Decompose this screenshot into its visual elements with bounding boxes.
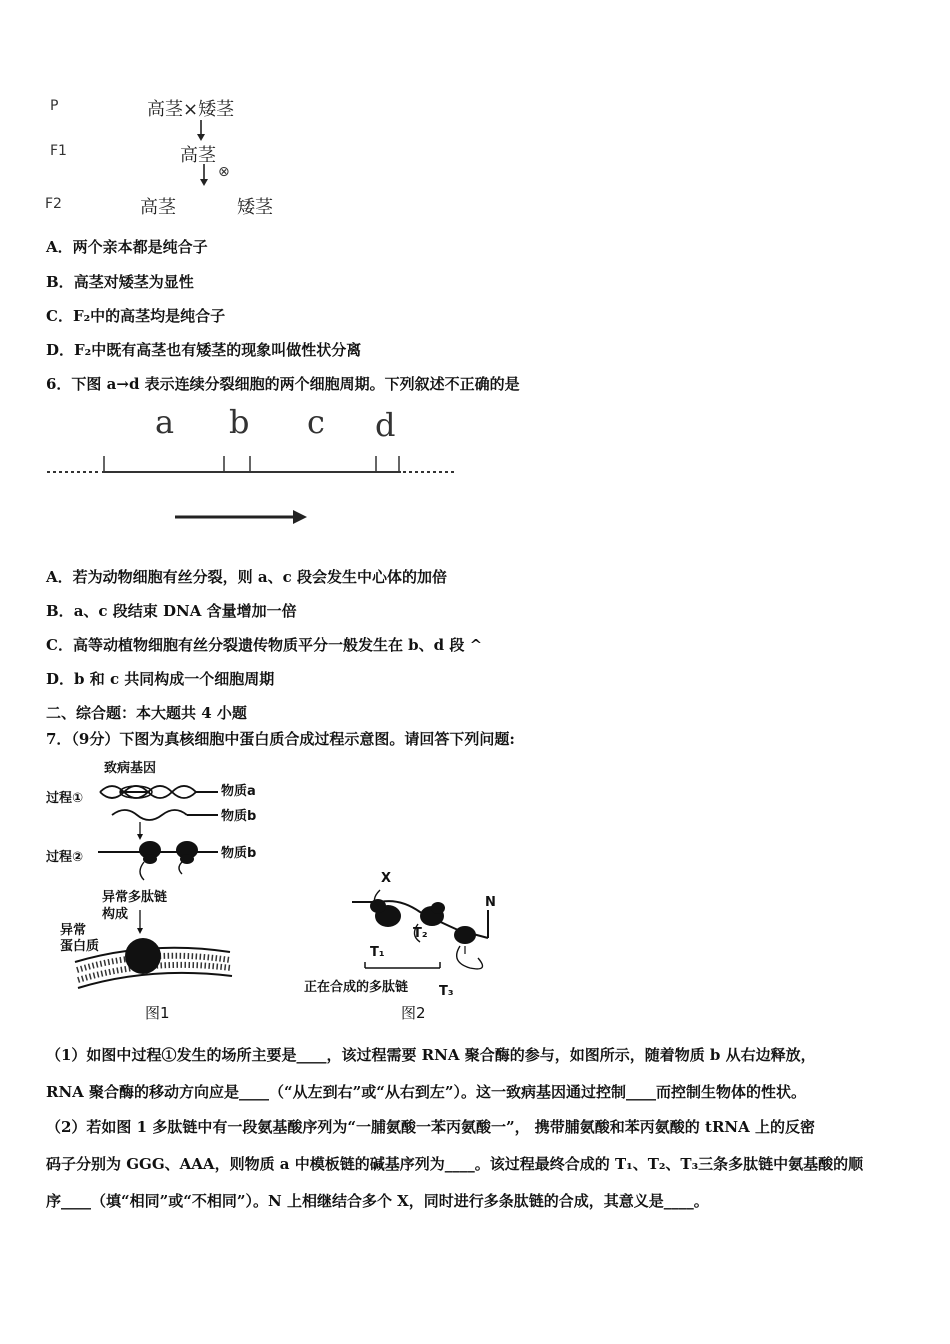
q6-stem: 6．下图 a→d 表示连续分裂细胞的两个细胞周期。下列叙述不正确的是	[46, 375, 520, 393]
fig1-caption: 图1	[145, 1004, 170, 1022]
q5-option-a[interactable]: A．两个亲本都是纯合子	[46, 238, 208, 256]
q7-sub1-line2: RNA 聚合酶的移动方向应是____（“从左到右”或“从右到左”）。这一致病基因通过控制____而控制生物体的性状。	[46, 1083, 807, 1101]
fig1-abnormal-protein-1: 异常	[60, 923, 87, 938]
q6-option-a[interactable]: A．若为动物细胞有丝分裂，则 a、c 段会发生中心体的加倍	[46, 568, 447, 586]
fig2-x-label: X	[381, 871, 392, 886]
cycle-label-b: b	[229, 403, 250, 441]
q7-sub2-line2: 码子分别为 GGG、AAA，则物质 a 中模板链的碱基序列为____。该过程最终合成的 T₁、T₂、T₃三条多肽链中氨基酸的顺	[46, 1155, 864, 1173]
cycle-label-a: a	[155, 403, 175, 441]
section-heading: 二、综合题：本大题共 4 小题	[46, 704, 247, 722]
fig1-process2-label: 过程②	[46, 850, 84, 865]
fig2-n-label: N	[485, 895, 496, 910]
cycle-label-d: d	[375, 406, 396, 444]
fig2-caption: 图2	[401, 1004, 426, 1022]
q6-option-d[interactable]: D．b 和 c 共同构成一个细胞周期	[46, 670, 275, 688]
q6-option-c[interactable]: C．高等动植物细胞有丝分裂遗传物质平分一般发生在 b、d 段 ^	[46, 636, 483, 654]
f1-result: 高茎	[180, 145, 216, 166]
q7-sub2-line3: 序____（填“相同”或“不相同”）。N 上相继结合多个 X，同时进行多条肽链的合成，其意义是____。	[46, 1192, 709, 1210]
fig1-substance-b1: 物质b	[221, 809, 257, 824]
f2-short: 矮茎	[237, 197, 273, 218]
figure-1-drawing	[40, 770, 270, 1015]
q6-option-b[interactable]: B．a、c 段结束 DNA 含量增加一倍	[46, 602, 297, 620]
fig1-abnormal-protein-2: 蛋白质	[60, 939, 100, 954]
q5-option-c[interactable]: C．F₂中的高茎均是纯合子	[46, 307, 226, 325]
fig1-form-label: 构成	[102, 907, 129, 922]
cross-arrows	[190, 118, 220, 193]
figure-2-drawing	[340, 880, 510, 990]
fig1-gene-label: 致病基因	[104, 761, 157, 776]
q5-option-b[interactable]: B．高茎对矮茎为显性	[46, 273, 194, 291]
fig2-synth-label: 正在合成的多肽链	[304, 980, 409, 995]
cycle-label-c: c	[307, 403, 325, 441]
cross-text: 高茎×矮茎	[147, 99, 235, 120]
f2-tall: 高茎	[140, 197, 176, 218]
self-cross-symbol: ⊗	[218, 164, 230, 180]
fig2-t2-label: T₂	[413, 926, 428, 941]
fig2-t1-label: T₁	[370, 945, 385, 960]
q7-sub2-line1: （2）若如图 1 多肽链中有一段氨基酸序列为“一脯氨酸一苯丙氨酸一”， 携带脯氨酸和苯丙氨酸的 tRNA 上的反密	[46, 1118, 815, 1136]
p-label: P	[50, 98, 59, 114]
q7-sub1-line1: （1）如图中过程①发生的场所主要是____，该过程需要 RNA 聚合酶的参与，如图所示，随着物质 b 从右边释放，	[46, 1046, 816, 1064]
f2-label: F2	[45, 196, 62, 212]
q7-stem: 7．（9分）下图为真核细胞中蛋白质合成过程示意图。请回答下列问题:	[46, 730, 515, 748]
fig1-substance-a: 物质a	[221, 784, 256, 799]
fig1-process1-label: 过程①	[46, 791, 84, 806]
cell-cycle-line	[45, 450, 465, 530]
fig2-t3-label: T₃	[439, 984, 454, 999]
fig1-abnormal-chain: 异常多肽链	[102, 890, 168, 905]
f1-label: F1	[50, 143, 67, 159]
fig1-substance-b2: 物质b	[221, 846, 257, 861]
q5-option-d[interactable]: D．F₂中既有高茎也有矮茎的现象叫做性状分离	[46, 341, 362, 359]
